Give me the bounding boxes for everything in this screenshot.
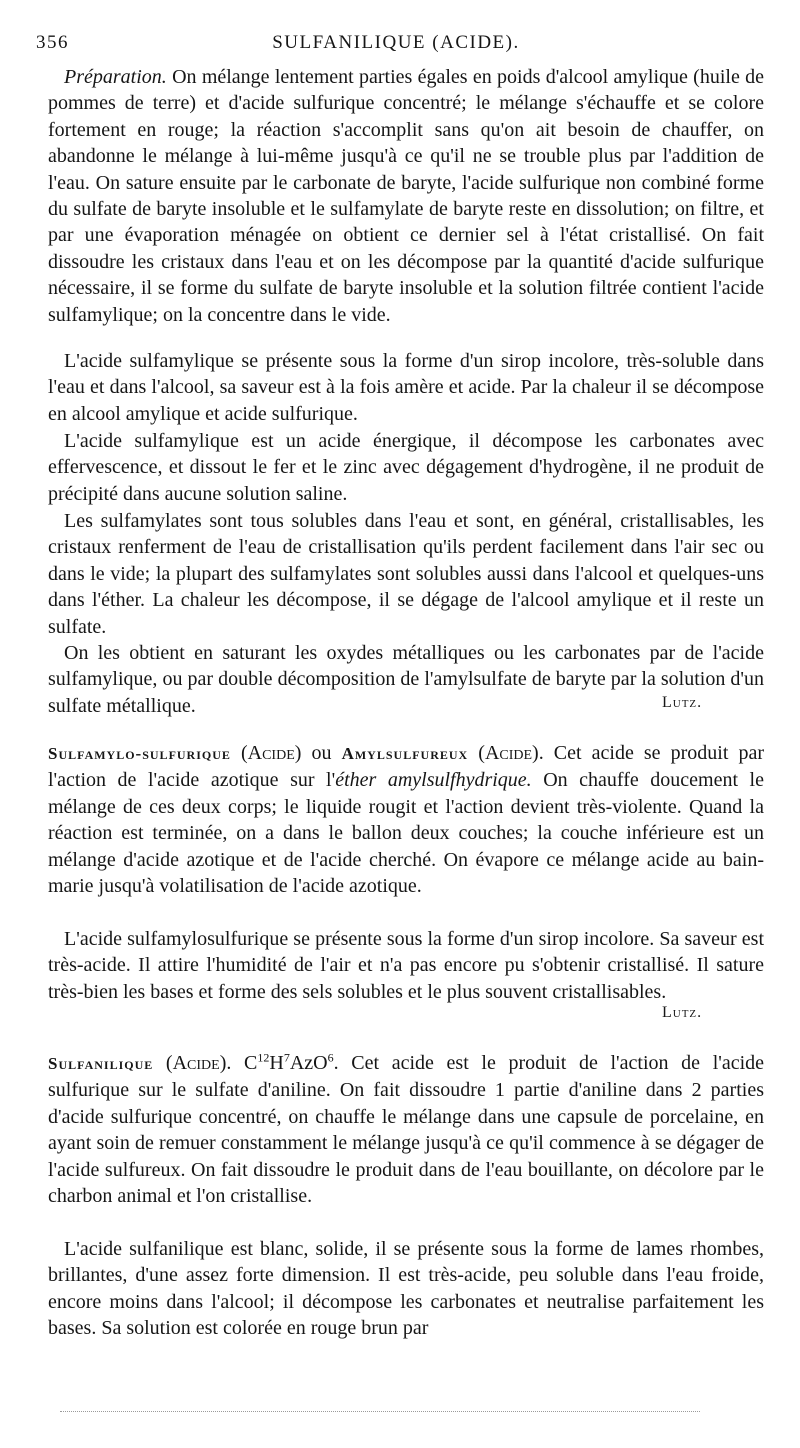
article3-heading: Sulfanilique — [48, 1054, 154, 1073]
article3-formula — [244, 1052, 339, 1074]
article1-paragraph-3: L'acide sulfamylique est un acide énergique, il décompose les carbonates avec effervescence, et dissout le fer et le zinc avec dégagement d'hydrogène, il ne produit de précipité dans aucune solution saline. — [48, 430, 764, 505]
formula-h-count: 7 — [283, 1050, 290, 1065]
article3-paragraph-1 — [48, 1050, 764, 1209]
article2-paragraph-1 — [48, 740, 764, 899]
running-title: SULFANILIQUE (ACIDE). — [272, 32, 520, 53]
article2-heading-or: ou — [311, 742, 332, 764]
formula-o-count: 6 — [327, 1050, 334, 1065]
formula-end: . — [333, 1052, 339, 1074]
article3-paragraph-2: L'acide sulfanilique est blanc, solide, il se présente sous la forme de lames rhombes, brillantes, d'une assez forte dimension. Il est très-acide, peu soluble dans l'eau froide, encore moins dans l'alcool; il décompose les carbonates et neutralise parfaitement les bases. Sa solution est colorée en rouge brun par — [48, 1238, 764, 1340]
formula-h: H — [269, 1052, 284, 1074]
article1-p1-text: On mélange lentement parties égales en poids d'alcool amylique (huile de pommes de terre) et d'acide sulfurique concentré; le mélange s'échauffe et se colore fortement en rouge; la réaction s'accomplit sans qu'on ait besoin de chauffer, on abandonne le mélange à lui-même jusqu'à ce qu'il ne se trouble plus par l'addition de l'eau. On sature ensuite par le carbonate de baryte, l'acide sulfurique non combiné forme du sulfate de baryte insoluble et le sulfamylate de baryte reste en dissolution; on filtre, et par une évaporation ménagée on obtient ce dernier sel à l'état cristallisé. On fait dissoudre les cristaux dans l'eau et on les décompose par la quantité d'acide sulfurique nécessaire, il se forme du sulfate de baryte insoluble et la solution filtrée contient l'acide sulfamylique; on la concentre dans le vide. — [48, 66, 764, 326]
article2-p1-rest: On chauffe doucement le mélange de ces deux corps; le liquide rougit et l'action devient très-violente. Quand la réaction est terminée, on a dans le ballon deux couches; la couche inférieure est un mélange d'acide azotique et de l'acide cherché. On évapore ce mélange acide au bain-marie jusqu'à volatilisation de l'acide azotique. — [48, 769, 764, 898]
article1-signature: Lutz. — [662, 694, 703, 711]
formula-azo: AzO — [289, 1052, 328, 1074]
article2-heading: Sulfamylo-sulfurique — [48, 744, 231, 763]
article2-signature: Lutz. — [662, 1004, 703, 1021]
article1-paragraph-2: L'acide sulfamylique se présente sous la forme d'un sirop incolore, très-soluble dans l'eau et dans l'alcool, sa saveur est à la fois amère et acide. Par la chaleur il se décompose en alcool amylique et acide sulfurique. — [48, 350, 764, 425]
running-head — [36, 30, 756, 58]
article1-paragraph-4: Les sulfamylates sont tous solubles dans l'eau et sont, en général, cristallisables, les cristaux renferment de l'eau de cristallisation qu'ils perdent facilement dans l'air sec ou dans le vide; la plupart des sulfamylates sont solubles aussi dans l'alcool et quelques-uns dans l'éther. La chaleur les décompose, il se dégage de l'alcool amylique et il reste un sulfate. — [48, 510, 764, 638]
preparation-lead: Préparation. — [64, 66, 167, 88]
article2-heading-alt: Amylsulfureux — [341, 744, 469, 763]
formula-c-count: 12 — [257, 1050, 270, 1065]
article2-p1-italic: éther amylsulfhydrique. — [335, 769, 532, 792]
formula-c: C — [244, 1052, 258, 1074]
page-number: 356 — [36, 32, 69, 53]
article1-paragraph-1 — [48, 64, 764, 328]
article3-heading-paren: (Acide). — [165, 1052, 232, 1074]
article2-heading-alt-paren: (Acide). — [478, 742, 544, 764]
article2-p1-start: Cet acide se produit par l'action de l'acide azotique sur l' — [48, 742, 765, 792]
article2-paragraph-2: L'acide sulfamylosulfurique se présente sous la forme d'un sirop incolore. Sa saveur est très-acide. Il attire l'humidité de l'air et n'a pas encore pu s'obtenir cristallisé. Il sature très-bien les bases et forme des sels solubles et le plus souvent cristallisables. — [48, 928, 764, 1003]
article2-heading-paren: (Acide) — [240, 742, 302, 764]
article1-paragraph-5: On les obtient en saturant les oxydes métalliques ou les carbonates par de l'acide sulfamylique, ou par double décomposition de l'amylsulfate de baryte par la solution d'un sulfate métallique. — [48, 642, 764, 717]
footer-rule — [60, 1411, 700, 1412]
article3-p1-rest: Cet acide est le produit de l'action de l'acide sulfurique sur le sulfate d'aniline. On fait dissoudre 1 partie d'aniline dans 2 parties d'acide sulfurique concentré, on chauffe le mélange dans une capsule de porcelaine, en ayant soin de remuer constamment le mélange jusqu'à ce qu'il commence à se dégager de l'acide sulfureux. On fait dissoudre le produit dans de l'eau bouillante, on décolore par le charbon animal et l'on cristallise. — [48, 1052, 765, 1208]
